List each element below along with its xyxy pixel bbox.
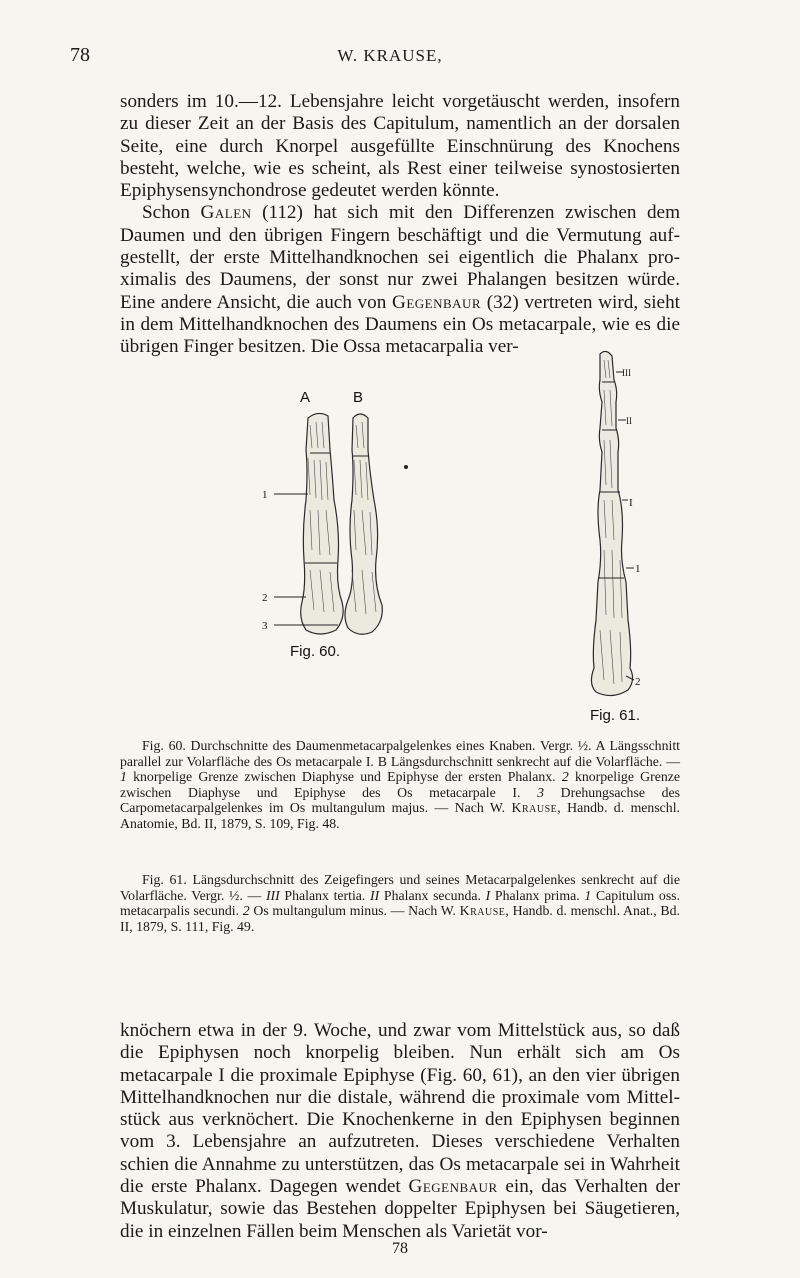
fig61-marker-III: III bbox=[622, 368, 631, 378]
fig61-marker-2: 2 bbox=[635, 676, 641, 688]
caption-61-author: Krause bbox=[459, 903, 506, 919]
caption-60-part-5: , Handb. d. menschl. Anatomie, Bd. II, 1879, S. 109, Fig. 48. bbox=[120, 800, 680, 831]
fig60-marker-2: 2 bbox=[262, 592, 268, 604]
body-text-top bbox=[120, 91, 680, 359]
paragraph-3-text-a: knöchern etwa in der 9. Woche, und zwar vom Mittelstück aus, so daß die Epiphysen noch knorpelig bleiben. Nun erhält sich am Os metacarpale I die proximale Epiphyse (Fig. 60, 61), an den vier übrigen Mittelhandknochen nur die distale, während die proximale vom Mittelstück aus verknöchert. Die Knochenkerne in den Epiphysen beginnen vom 3. Lebensjahre an aufzutreten. Dieses verschiedene Verhalten schien die Annahme zu unterstützen, das Os metacarpale sei in Wahrheit die erste Phalanx. Dagegen wendet bbox=[120, 1020, 680, 1198]
paragraph-2 bbox=[120, 202, 680, 358]
caption-61-n-I: I bbox=[485, 887, 491, 903]
fig60-marker-1: 1 bbox=[262, 489, 268, 501]
caption-61-n-III: III bbox=[265, 887, 280, 903]
paragraph-2-text-a: Schon bbox=[142, 202, 201, 224]
fig60-label-a: A bbox=[300, 389, 311, 406]
caption-60-part-4: Drehungsachse des Carpometacarpalgelenkes im Os multangulum majus. — Nach W. bbox=[120, 784, 680, 816]
caption-61-part-6: , Handb. d. menschl. Anat., Bd. II, 1879, S. 111, Fig. 49. bbox=[120, 903, 680, 934]
paragraph-2-text-b: (112) hat sich mit den Differenzen zwischen dem Daumen und den übrigen Fingern beschäftigt und die Vermutung aufgestellt, der erste Mittelhandknochen sei eigentlich die Phalanx proximalis des Daumens, der sonst nur zwei Phalangen besitzen würde. Eine andere Ansicht, die auch von bbox=[120, 202, 680, 313]
fig60-caption-label: Fig. 60. bbox=[290, 643, 341, 660]
page-header bbox=[70, 44, 710, 74]
author-gegenbaur-2: Gegenbaur bbox=[408, 1176, 498, 1198]
caption-61-part-2: Phalanx secunda. bbox=[379, 887, 486, 903]
caption-60-lead: Fig. 60. Durchschnitte des Daumenmetacarpalgelenkes eines Knaben. Vergr. ½. bbox=[142, 738, 592, 753]
caption-61-text bbox=[120, 872, 680, 934]
fig60-dot bbox=[404, 465, 408, 469]
figure-60-drawing bbox=[262, 389, 408, 660]
caption-60-author: Krause bbox=[511, 800, 558, 816]
paragraph-3-text-b: ein, das Verhalten der Muskulatur, sowie das Bestehen doppelter Epiphysen bei Säugetieren, die in einzelnen Fällen beim Menschen als Varietät vor- bbox=[120, 1176, 680, 1242]
caption-60-n3: 3 bbox=[537, 784, 545, 800]
paragraph-2-text-c: (32) vertreten wird, sieht in dem Mittelhandknochen des Daumens ein Os metacarpale, wie es die übrigen Finger besitzen. Die Ossa metacarpalia ver- bbox=[120, 291, 680, 358]
figures bbox=[250, 350, 700, 730]
figure-illustrations bbox=[250, 350, 700, 730]
fig61-marker-I: I bbox=[629, 497, 633, 509]
caption-61-part-3: Phalanx prima. bbox=[490, 887, 585, 903]
caption-61-part-4: Capitulum oss. metacarpalis secundi. bbox=[120, 887, 681, 919]
caption-60-text bbox=[120, 738, 680, 832]
caption-61-n1: 1 bbox=[584, 887, 592, 903]
fig60-marker-3: 3 bbox=[262, 620, 268, 632]
caption-fig-60 bbox=[120, 738, 680, 832]
caption-60-part-3: knorpelige Grenze zwischen Diaphyse und Epiphyse des Os metacarpale I. bbox=[120, 769, 680, 800]
fig60-bone-a bbox=[301, 413, 343, 634]
fig61-caption-label: Fig. 61. bbox=[590, 707, 641, 724]
caption-61-n2: 2 bbox=[242, 903, 250, 919]
paragraph-1-text: sonders im 10.—12. Lebensjahre leicht vorgetäuscht werden, insofern zu dieser Zeit an der Basis des Capitulum, namentlich an der dorsalen Seite, eine durch Knorpel ausgefüllte Einschnürung des Knochens besteht, welche, wie es scheint, als Rest einer teilweise synostosierten Epiphysensynchondrose gedeutet werden könnte. bbox=[120, 91, 680, 202]
caption-fig-61 bbox=[120, 872, 680, 934]
paragraph-3 bbox=[120, 1020, 680, 1243]
caption-60-n2: 2 bbox=[561, 769, 569, 785]
page-number: 78 bbox=[70, 44, 90, 66]
running-head: W. KRAUSE, bbox=[337, 46, 443, 65]
body-text-bottom bbox=[120, 1020, 680, 1243]
fig61-marker-1: 1 bbox=[635, 563, 641, 575]
caption-60-part-1: A Längsschnitt parallel zur Volarfläche des Os metacarpale I. B Längsdurchschnitt senkrecht auf die Volarfläche. — bbox=[120, 738, 680, 769]
footer-page-number: 78 bbox=[392, 1240, 408, 1257]
author-gegenbaur: Gegenbaur bbox=[391, 291, 482, 313]
caption-61-lead: Fig. 61. Längsdurchschnitt des Zeigefingers und seines Metacarpalgelenkes senkrecht auf die Volarfläche. Vergr. ½. — bbox=[120, 872, 680, 903]
caption-61-n-II: II bbox=[370, 887, 380, 903]
caption-61-part-5: Os multangulum minus. — Nach W. bbox=[249, 903, 460, 919]
caption-60-part-2: knorpelige Grenze zwischen Diaphyse und Epiphyse der ersten Phalanx. bbox=[126, 769, 562, 785]
fig60-label-b: B bbox=[353, 389, 364, 406]
paragraph-1 bbox=[120, 91, 680, 202]
fig61-finger bbox=[591, 351, 632, 695]
fig61-marker-II: II bbox=[626, 416, 632, 426]
author-galen: Galen bbox=[200, 202, 252, 224]
figure-61-drawing bbox=[590, 351, 641, 724]
caption-61-part-1: Phalanx tertia. bbox=[279, 887, 371, 903]
caption-60-n1: 1 bbox=[120, 769, 127, 785]
